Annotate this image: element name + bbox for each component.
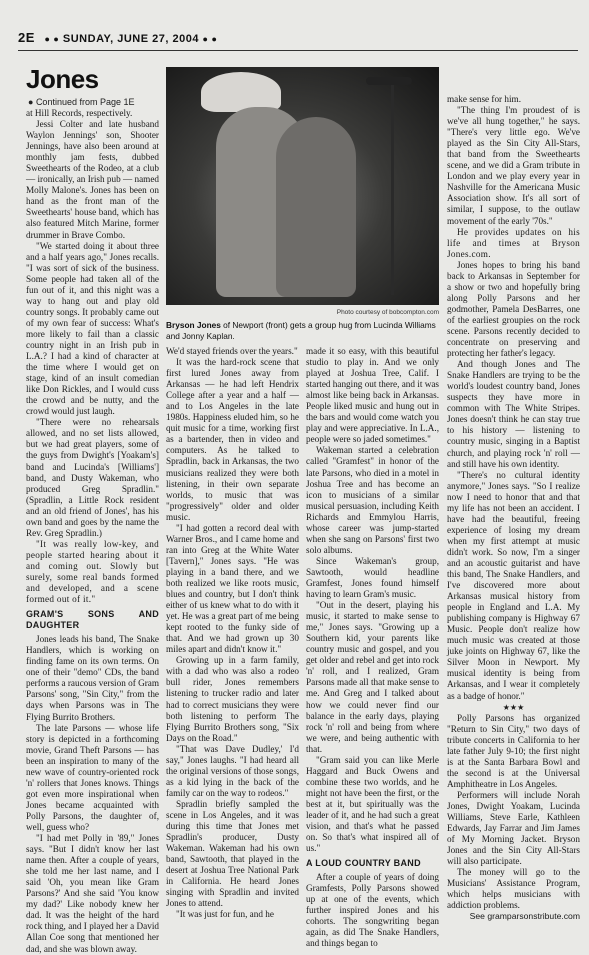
microphone-shape — [366, 77, 412, 85]
paragraph: made it so easy, with this beautiful studio to play in. And we only played at Joshua Tree, Calif. I started hanging out there, and it was almost like being back in Arkansas. People liked music and hung out in the bars and would come watch you play and were appreciative. In L.A., people were so jaded sometimes." — [306, 346, 439, 445]
concert-photo — [166, 67, 439, 305]
caption-name: Bryson Jones — [166, 320, 221, 330]
paragraph: Growing up in a farm family, with a dad who was also a rodeo bull rider, Jones remembers listening to trucker radio and later had to correct musicians they were both listening to perform The Flying Burrito Brothers song, "Six Days on the Road." — [166, 655, 299, 743]
website-reference: See gramparsonstribute.com — [469, 911, 580, 922]
paragraph: It was the hard-rock scene that first lured Jones away from Arkansas — he had left Hendrix College after a year and a half — and to Los Angeles in the late 1980s. Happiness eluded him, so he quit music for a time, working first as a bartender, then in video and computers. As he talked to Spradlin, back in Arkansas, the two musicians realized they were both listening, in their own separate worlds, to music that was "progressively" older and older music. — [166, 357, 299, 522]
paragraph: "We started doing it about three and a half years ago," Jones recalls. "I was sort of sick of the business. Some people had taken all of the fun out of it, and this night was a way to hang out and play old country songs. It probably came out of my own fear of success: What's more likely to fail than a classic country night in an Irish pub in L.A.? I had a kind of character at the time where I would get on stage, kind of an insult comedian like Don Rickles, and I would cuss the crowd and be nutty, and the crowd would just laugh. — [26, 240, 159, 417]
paragraph: The money will go to the Musicians' Assistance Program, which helps musicians with addiction problems. — [447, 867, 580, 911]
paragraph: Polly Parsons has organized "Return to Sin City," two days of tribute concerts in California to her late father July 9-10; the first night is at the Santa Barbara Bowl and the second is at the Universal Amphitheatre in Los Angeles. — [447, 712, 580, 789]
caption-text: of Newport (front) gets a group hug from Lucinda Williams and Jonny Kaplan. — [166, 320, 436, 341]
paragraph: "There's no cultural identity anymore," Jones says. "So I realize now I need to honor that and that my life has not been an accident. I have had the beautiful, freeing experience of losing my dream when my first attempt at music didn't work. So now, I'm a singer and an acoustic guitarist and have this band, The Snake Handlers, and I've discovered more about Arkansas musical history from people in England and L.A. My publishing company is Highway 67 Music. People don't realize how much music was created at those juke joints on Highway 67, like the Silver Moon in Newport. My musical identity is being from Arkansas, and I wear it completely as a badge of honor." — [447, 469, 580, 701]
masthead-dot: ● ● — [44, 34, 60, 44]
paragraph: at Hill Records, respectively. — [26, 108, 133, 118]
paragraph: Spradlin briefly sampled the scene in Los Angeles, and it was during this time that Jones met Spradlin's producer, Dusty Wakeman. Wakeman had his own band, Sawtooth, that played in the desert at Joshua Tree National Park in California. He heard Jones singing with Spradlin and invited Jones to attend. — [166, 798, 299, 909]
paragraph: Jones hopes to bring his band back to Arkansas in September for a show or two and hopefully bring along Polly Parsons and her godmother, Pamela DesBarres, one of the earliest groupies on the rock scene. Parsons recently decided to concentrate on preserving and protecting her father's legacy. — [447, 259, 580, 359]
paragraph: Performers will include Norah Jones, Dwight Yoakam, Lucinda Williams, Steve Earle, Kathleen Edwards, Jay Farrar and Jim James of My Morning Jacket. Bryson Jones and the Sin City All-Stars will also participate. — [447, 789, 580, 867]
subhead: GRAM'S SONS AND DAUGHTER — [26, 609, 159, 631]
paragraph: "It was just for fun, and he — [176, 909, 274, 920]
paragraph: "Gram said you can like Merle Haggard and Buck Owens and combine these two worlds, and he might not have been the first, or the best at it, but spiritually was the leader of it, and he had such a great vision, and that's what he passed on. So that's what inspired all of us." — [306, 754, 439, 854]
masthead — [18, 30, 578, 50]
paragraph: make sense for him. — [447, 94, 521, 104]
column-4 — [447, 94, 580, 923]
paragraph: "There were no rehearsals allowed, and no set lists allowed, but we had great players, some of the guys from Dwight's [Yoakam's] band and Lucinda's [Williams'] band, and Dusty Wakeman, who produced Greg Spradlin." (Spradlin, a Little Rock resident and an old friend of Jones', has his own band and goes by the name the Rev. Greg Spradlin.) — [26, 417, 159, 538]
paragraph: "The thing I'm proudest of is we've all hung together," he says. "There's very little ego. We've played as the Sin City All-Stars, that band from the Sweethearts scene, and we did a Gram tribute in London and we play every year in Nashville for the Americana Music Association show. It's all sort of similar, I suppose, to the outlaw movement of the early '70s." — [447, 105, 580, 226]
headline: Jones — [26, 64, 99, 94]
masthead-dot: ● ● — [202, 34, 218, 44]
column-3 — [306, 346, 439, 950]
paragraph: "I had gotten a record deal with Warner Bros., and I came home and ran into Greg at the White Water [Tavern]," Jones says. "He was playing in a band there, and we both realized we like roots music, blues and country, but I don't think either of us knew what to do with it yet. He was a great part of me being kept rooted to the funky side of that. And we had grown up 30 miles apart and didn't know it." — [166, 522, 299, 655]
paragraph: And though Jones and The Snake Handlers are trying to be the world's loudest country band, Jones suspects they have more in common with The White Stripes. Jones doesn't think he can stay true to his history — listening to country music, singing in a Baptist church, and playing rock 'n' roll — and still have his own identity. — [447, 359, 580, 469]
cowboy-hat-shape — [201, 72, 281, 112]
continued-text: Continued from Page 1E — [35, 97, 135, 107]
paragraph: He provides updates on his life and times at Bryson Jones.com. — [447, 226, 580, 259]
mic-stand-shape — [391, 85, 394, 295]
paragraph: "It was really low-key, and people started hearing about it and coming out. Slowly but surely, some real bands formed and developed, and a scene formed out of it." — [26, 538, 159, 605]
paragraph: "Out in the desert, playing his music, it started to make sense to me," Jones says. "Growing up a Southern kid, your parents like country music and gospel, and you get older and rebel and get into rock 'n' roll, and I realized, Gram Parsons made all that make sense to me. And Greg and I talked about how we could never find our balance in the early days, playing rock 'n' roll and being from where we were, and being authentic with that. — [306, 600, 439, 754]
section-break-stars: ★★★ — [502, 702, 525, 712]
column-2 — [166, 346, 299, 920]
paragraph: Wakeman started a celebration called "Gramfest" in honor of the late Parsons, who died in a motel in Joshua Tree and has become an icon to musicians of a similar musical persuasion, including Keith Richards and Emmylou Harris, whose career was jump-started when she sang on Parsons' first two solo albums. — [306, 445, 439, 555]
paragraph: After a couple of years of doing Gramfests, Polly Parsons showed up at one of the events, which further inspired Jones and his cohorts. The songwriting began again, as did The Snake Handlers, and things began to — [306, 872, 439, 949]
date-line: SUNDAY, JUNE 27, 2004 — [62, 33, 199, 45]
paragraph: Since Wakeman's group, Sawtooth, would headline Gramfest, Jones found himself having to learn Gram's music. — [306, 555, 439, 600]
paragraph: Jones leads his band, The Snake Handlers, which is working on finding fame on its own terms. On one of their "demo" CDs, the band performs a raucous version of Gram Parsons' song, "Sin City," from the days when Parsons was in The Flying Burrito Brothers. — [26, 634, 159, 722]
paragraph: The late Parsons — whose life story is depicted in a forthcoming movie, Grand Theft Parsons — has been an inspiration to many of the new wave of country-oriented rock 'n' rollers that Jones knows. Things got even more inspirational when Jones became acquainted with Polly Parsons, the daughter of, well, guess who? — [26, 722, 159, 832]
hugging-figure — [276, 117, 356, 297]
page-number: 2E — [18, 30, 35, 45]
subhead: A LOUD COUNTRY BAND — [306, 858, 421, 869]
paragraph: "That was Dave Dudley,' I'd say," Jones laughs. "I had heard all the original versions of those songs, as a kid lying in the back of the family car on the way to rodeos." — [166, 743, 299, 798]
photo-credit: Photo courtesy of bobcompton.com — [336, 309, 439, 316]
paragraph: "I had met Polly in '89," Jones says. "But I didn't know her last name then. After a couple of years, she told me her last name, and I said 'Oh, you mean like Gram Parsons?' And she said 'You know my dad?' Like nobody knew her dad. It was the height of the hard rock thing, and I played her a David Allan Coe song that mentioned her dad, and she was blown away. — [26, 833, 159, 954]
column-1 — [26, 108, 159, 955]
photo-caption — [166, 320, 439, 341]
continued-line: ● Continued from Page 1E — [28, 97, 135, 107]
masthead-rule — [18, 50, 578, 51]
paragraph: We'd stayed friends over the years." — [166, 346, 298, 356]
paragraph: Jessi Colter and late husband Waylon Jennings' son, Shooter Jennings, have also been around at monthly jam fests, dubbed Sweethearts of the Rodeo, at a club — ironically, an Irish pub — named Molly Malone's. Jones has been on hand as the front man of the Sweethearts' house band, which has also featured Mitch Marine, former drummer in Brave Combo. — [26, 119, 159, 240]
